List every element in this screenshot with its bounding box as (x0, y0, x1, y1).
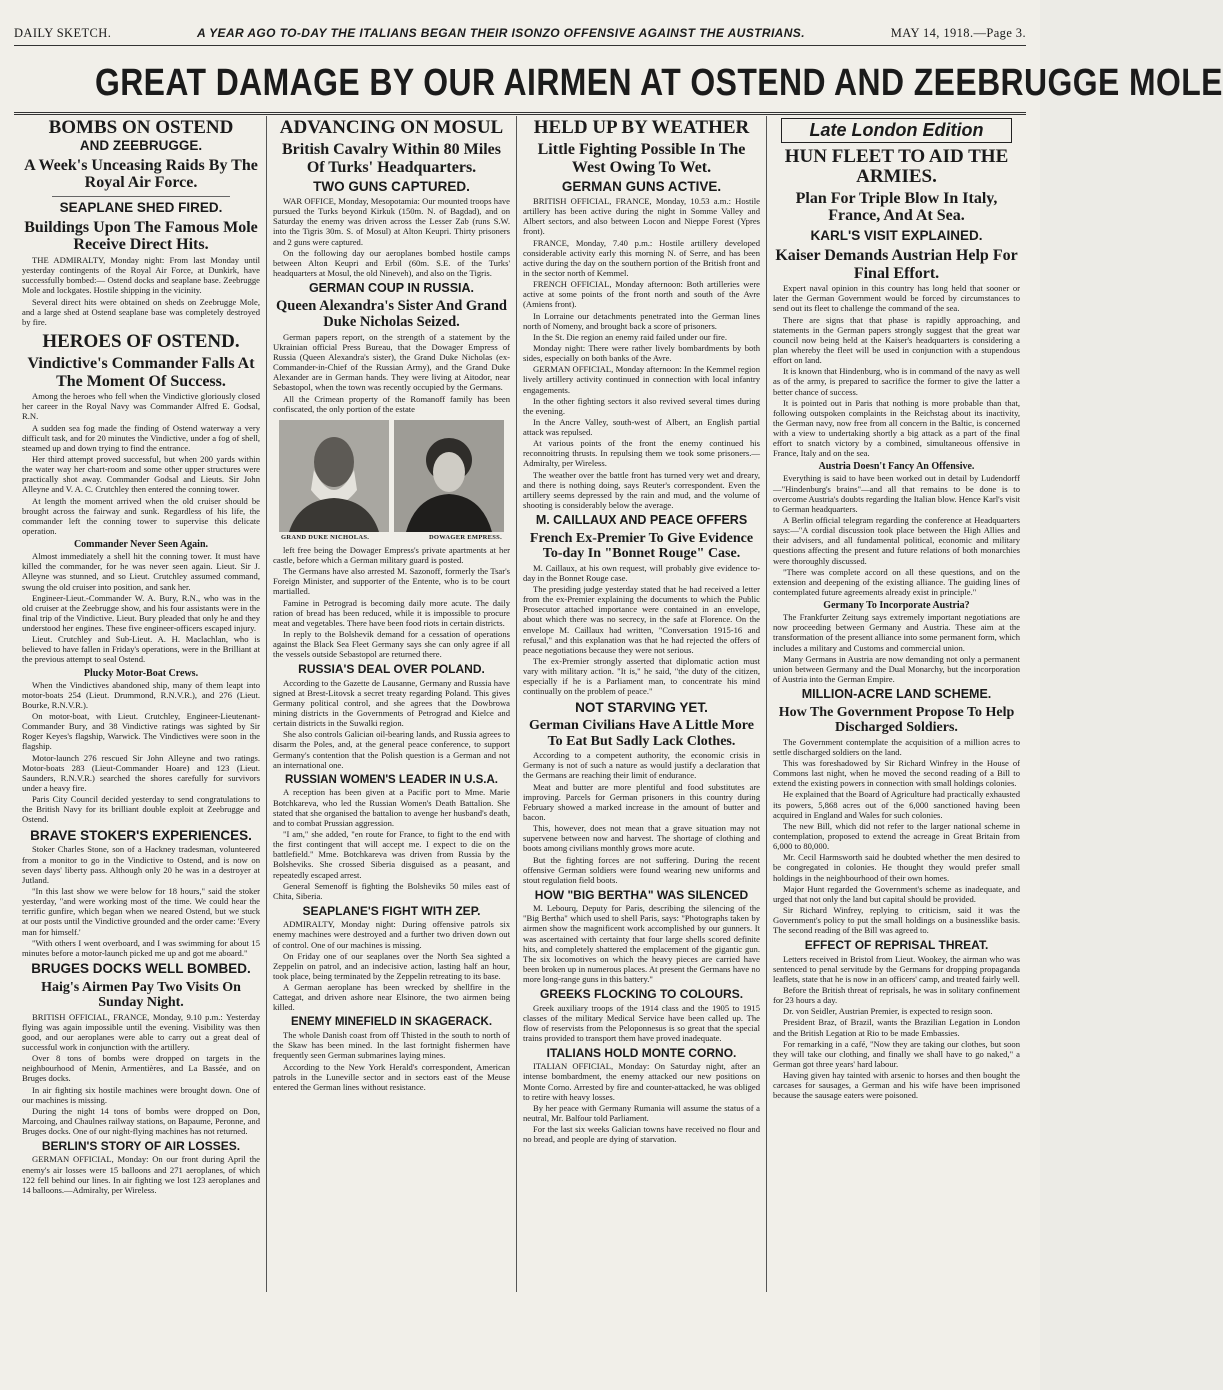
paragraph: The weather over the battle front has turned very wet and dreary, and there is nothing doing, says Reuter's correspondent. Even the artillery seems depressed by the rain and mud, and the volume of shooting is considerably below the average. (523, 469, 760, 511)
paragraph: When the Vindictives abandoned ship, many of them leapt into motor-boats 254 (Lieut. Drummond, R.N.V.R.), and 276 (Lieut. Bourke, R.N.V.R.). (22, 679, 260, 710)
article-deck: German Civilians Have A Little More To Eat But Sadly Lack Clothes. (529, 718, 754, 749)
subheading: Germany To Incorporate Austria? (823, 600, 970, 612)
paragraph: M. Lebourq, Deputy for Paris, describing the silencing of the "Big Bertha" which used to shell Paris, says: "Photographs taken by airmen show the magnificent work accomplished by our gunners. It was ascertained with certainty that four large shells scored definite hits, and completely shattered the emplacement of the gigantic gun. The six locomotives on which the heavy pieces are carried have been broken up in numerous places. At present the Germans have no more long-range guns in this battery." (523, 903, 760, 985)
paragraph: Almost immediately a shell hit the conning tower. It must have killed the commander, for he was never seen again. Lieut. Sir J. Alleyne was stunned, and so Lieut. Crutchley assumed command, swung the old cruiser into position, and sank her. (22, 551, 260, 592)
caption-grand-duke: GRAND DUKE NICHOLAS. (281, 533, 370, 541)
article-deck: Buildings Upon The Famous Mole Receive Direct Hits. (24, 218, 258, 254)
paragraph: On motor-boat, with Lieut. Crutchley, Engineer-Lieutenant-Commander Bury, and 38 Vindictive ratings was sighted by Sir Roger Keyes's flagship, Warwick. The Vindictives were soon in the flagship. (22, 711, 260, 752)
article-deck: Plan For Triple Blow In Italy, France, And At Sea. (795, 189, 998, 225)
article-headline: SEAPLANE SHED FIRED. (59, 199, 223, 215)
paragraph: "I am," she added, "en route for France, to fight to the end with the first contingent that will accept me. I expect to die on the battlefield." Mme. Botchkareva was driven from Russia by the Bolsheviks. She crossed Siberia disguised as a peasant, and repeatedly escaped arrest. (273, 829, 510, 880)
paragraph: All the Crimean property of the Romanoff family has been confiscated, the only portion of the estate (273, 393, 510, 414)
paragraph: There are signs that that phase is rapidly approaching, and statements in the German papers strongly suggest that the great war council now being held at the Kaiser's headquarters is considering a plan whereby the fleet will be used in conjunction with a stupendous effort on land. (773, 314, 1020, 366)
paragraph: By her peace with Germany Rumania will assume the status of a neutral, Mr. Balfour told Parliament. (523, 1102, 760, 1123)
paragraph: President Braz, of Brazil, wants the Brazilian Legation in London and the British Legation at Rio to be made Embassies. (773, 1017, 1020, 1038)
column-2 (266, 116, 516, 1292)
paragraph: According to a competent authority, the economic crisis in Germany is not of such a nature as would justify a declaration that the Germans are reaching their limit of endurance. (523, 750, 760, 781)
paragraph: The presiding judge yesterday stated that he had received a letter from the ex-Premier explaining the documents to which the Public Prosecutor attached importance were contained in an envelope, about which there was no secrecy, in the safe at Florence. On the envelope M. Caillaux had written, "Conversation 1915-16 and refusal," and this explanation was that he had rejected the offers of peace negotiations because they were not serious. (523, 584, 760, 655)
paragraph: For the last six weeks Galician towns have received no flour and no bread, and people are dying of starvation. (523, 1124, 760, 1145)
paragraph: This was foreshadowed by Sir Richard Winfrey in the House of Commons last night, when he moved the second reading of a Bill to extend the existing powers in connection with small holdings colonies. (773, 757, 1020, 789)
paragraph: Having given hay tainted with arsenic to horses and then bought the carcases for sausages, a German and his wife have been imprisoned because the sausage eaters were poisoned. (773, 1070, 1020, 1101)
columns (16, 116, 1026, 1292)
article-deck: Vindictive's Commander Falls At The Moment Of Success. (27, 354, 255, 390)
paragraph: FRANCE, Monday, 7.40 p.m.: Hostile artillery developed considerable activity early this morning N. of Serre, and has been active during the day on the southern portion of the British front and in the sector north of Kemmel. (523, 237, 760, 278)
paragraph: This, however, does not mean that a grave situation may not supervene between now and harvest. The shortage of clothing and boots among civilians monthly grows more acute. (523, 823, 760, 854)
photo-captions (281, 534, 502, 541)
paragraph: A German aeroplane has been wrecked by shellfire in the Cattegat, and driven ashore near Elsinore, the two airmen being killed. (273, 982, 510, 1013)
paragraph: It is known that Hindenburg, who is in command of the navy as well as of the army, is prepared to sacrifice the former to give the latter a better chance of success. (773, 366, 1020, 397)
column-3 (516, 116, 766, 1292)
paragraph: On Friday one of our seaplanes over the North Sea sighted a Zeppelin on patrol, and an indecisive action, lasting half an hour, took place, being terminated by the Zeppelin retreating to its base. (273, 950, 510, 981)
article-headline: MILLION-ACRE LAND SCHEME. (801, 687, 992, 702)
paragraph: THE ADMIRALTY, Monday night: From last Monday until yesterday contingents of the Royal Air Force, at Dunkirk, have successfully bombed:— Ostend docks and seaplane base. Zeebrugge Mole and lockgates. Hostile shipping in the vicinity. (22, 255, 260, 296)
paragraph: "With others I went overboard, and I was swimming for about 15 minutes before a motor-launch picked me up and got me aboard." (22, 937, 260, 958)
paragraph: Many Germans in Austria are now demanding not only a permanent union between Germany and the Dual Monarchy, but the incorporation of Austria into the German Empire. (773, 653, 1020, 685)
paragraph: In air fighting six hostile machines were brought down. One of our machines is missing. (22, 1084, 260, 1105)
paragraph: In reply to the Bolshevik demand for a cessation of operations against the Black Sea Fleet Germany says she can only agree if all the vessels outside Sebastopol are returned there. (273, 628, 510, 660)
article-headline: ITALIANS HOLD MONTE CORNO. (546, 1046, 737, 1061)
portrait-grand-duke (279, 420, 389, 532)
paragraph: GERMAN OFFICIAL, Monday afternoon: In the Kemmel region lively artillery activity continued in connection with local infantry engagements. (523, 364, 760, 395)
paragraph: WAR OFFICE, Monday, Mesopotamia: Our mounted troops have pursued the Turks beyond Kirkuk (150m. N. of Bagdad), and on Saturday the enemy was driven across the Lesser Zab (runs S.W. into the Tigris 30m. S. of Mosul) at Alton Keupri. Thirty prisoners and 2 guns were captured. (273, 195, 510, 247)
photo-row (279, 420, 504, 532)
paragraph: He explained that the Board of Agriculture had practically exhausted its powers, 5,868 acres out of the 6,000 sanctioned having been acquired in England and Wales for such colonies. (773, 789, 1020, 820)
paragraph: The Frankfurter Zeitung says extremely important negotiations are now proceeding between Germany and Austria. These aim at the transformation of the present alliance into some permanent form, which includes a military and Customs and commercial union. (773, 612, 1020, 653)
article-deck: Kaiser Demands Austrian Help For Final Effort. (775, 246, 1018, 282)
paragraph: ITALIAN OFFICIAL, Monday: On Saturday night, after an intense bombardment, the enemy attacked our new positions on Monte Corno. Arrested by fire and counter-attacked, he was obliged to retire with heavy losses. (523, 1061, 760, 1102)
article-deck: Haig's Airmen Pay Two Visits On Sunday Night. (41, 979, 241, 1011)
paragraph: Motor-launch 276 rescued Sir John Alleyne and two ratings. Motor-boats 283 (Lieut-Commander Hoare) and 123 (Lieut. Saunders, R.N.V.R.) searched the shores carefully for survivors under a heavy fire. (22, 752, 260, 794)
article-headline: HUN FLEET TO AID THE ARMIES. (784, 146, 1009, 187)
paragraph: Among the heroes who fell when the Vindictive gloriously closed her career in the Royal Navy was Commander Alfred E. Godsal, R.N. (22, 391, 260, 422)
article-headline: ADVANCING ON MOSUL (279, 117, 504, 138)
article-headline: BERLIN'S STORY OF AIR LOSSES. (41, 1139, 241, 1154)
article-headline: BRAVE STOKER'S EXPERIENCES. (30, 827, 252, 843)
article-headline: EFFECT OF REPRISAL THREAT. (804, 938, 989, 953)
paragraph: Lieut. Crutchley and Sub-Lieut. A. H. Maclachlan, who is believed to have fallen in Friday's operations, were in the Brilliant at the previous attempt to seal Ostend. (22, 634, 260, 665)
paragraph: Expert naval opinion in this country has long held that sooner or later the German Government would be forced by circumstances to send out its fleet to challenge the command of the sea. (773, 283, 1020, 314)
masthead-note: A YEAR AGO TO-DAY THE ITALIANS BEGAN THEIR ISONZO OFFENSIVE AGAINST THE AUSTRIANS. (197, 26, 805, 40)
paragraph: In Lorraine our detachments penetrated into the German lines north of Nomeny, and brought back a score of prisoners. (523, 310, 760, 331)
article-headline: RUSSIA'S DEAL OVER POLAND. (298, 662, 485, 677)
paragraph: At length the moment arrived when the old cruiser should be brought across the fairway and sunk. Regardless of his life, the commander left the conning tower to supervise this delicate operation. (22, 495, 260, 536)
paragraph: A reception has been given at a Pacific port to Mme. Marie Botchkareva, who led the Russian Women's Death Battalion. She stated that she organised the battalion to avenge her husband's death, and to combat Prussian aggression. (273, 787, 510, 828)
portrait-dowager-empress (394, 420, 504, 532)
paragraph: "There was complete accord on all these questions, and on the extension and deepening of the existing alliance. The guiding lines of contemplated future agreements already exist in principle." (773, 566, 1020, 598)
article-headline: M. CAILLAUX AND PEACE OFFERS (535, 513, 748, 528)
main-headline: GREAT DAMAGE BY OUR AIRMEN AT OSTEND AND ZEEBRUGGE MOLE (94, 62, 1223, 104)
article-headline: HEROES OF OSTEND. (42, 330, 240, 352)
paragraph: For remarking in a café, "Now they are taking our clothes, but soon they will take our clothing, and finally we shall have to go naked," a German got three years' hard labour. (773, 1038, 1020, 1069)
paragraph: Meat and butter are more plentiful and food substitutes are improving. Parcels for German prisoners in this country during February showed a marked increase in the amount of butter and bacon. (523, 781, 760, 823)
paragraph: Stoker Charles Stone, son of a Hackney tradesman, volunteered from a monitor to go in the Vindictive to Ostend, and is now on seven days' liberty pass. Although only 20 he was in a destroyer at Jutland. (22, 844, 260, 885)
article-headline: GERMAN COUP IN RUSSIA. (308, 281, 475, 296)
paragraph: On the following day our aeroplanes bombed hostile camps between Alton Keupri and Erbil (60m. S.E. of the Turks' headquarters at Mosul, the old Nineveh), and also on the Tigris. (273, 247, 510, 278)
paragraph: Engineer-Lieut.-Commander W. A. Bury, R.N., who was in the old cruiser at the Zeebrugge show, and his four assistants were in the final trip of the Vindictive. Lieut. Bury pleaded that only he and they understood her engines. These five engineer-officers escaped injury. (22, 592, 260, 634)
paragraph: The ex-Premier strongly asserted that diplomatic action must vary with military action. "It is," he said, "the duty of the citizen, especially if he is a Parliament man, to concentrate his mind continually on the problem of peace." (523, 655, 760, 697)
paragraph: In the other fighting sectors it also revived several times during the evening. (523, 395, 760, 416)
headline-rule (14, 112, 1026, 115)
paragraph: A Berlin official telegram regarding the conference at Headquarters says:—"A cordial discussion took place between the High Allies and their advisers, and all fundamental political, economic and military questions affecting the present and future relations of both monarchies were thoroughly discussed. (773, 515, 1020, 566)
paragraph: Everything is said to have been worked out in detail by Ludendorff—"Hindenburg's brains"—and all that remains to be done is to overcome Austria's doubts regarding the Italian blow. Hence Karl's visit to German headquarters. (773, 473, 1020, 514)
article-headline: TWO GUNS CAPTURED. (313, 179, 470, 195)
paragraph: ADMIRALTY, Monday night: During offensive patrols six enemy machines were destroyed and a further two driven down out of control. One of our machines is missing. (273, 919, 510, 950)
paragraph: Major Hunt regarded the Government's scheme as inadequate, and urged that not only the land but capital should be provided. (773, 883, 1020, 904)
paragraph: Several direct hits were obtained on sheds on Zeebrugge Mole, and a large shed at Ostend seaplane base was completely destroyed by fire. (22, 296, 260, 327)
paragraph: General Semenoff is fighting the Bolsheviks 50 miles east of Chita, Siberia. (273, 880, 510, 901)
paragraph: BRITISH OFFICIAL, FRANCE, Monday, 9.10 p.m.: Yesterday flying was again impossible until the evening. Visibility was then good, and our aeroplanes were able to carry out a great deal of successful work in conjunction with the artillery. (22, 1011, 260, 1053)
paragraph: The Germans have also arrested M. Sazonoff, formerly the Tsar's Foreign Minister, and supporter of the Entente, who is to be court martialled. (273, 566, 510, 597)
article-headline: RUSSIAN WOMEN'S LEADER IN U.S.A. (285, 773, 498, 786)
paragraph: Her third attempt proved successful, but when 200 yards within the water way her chart-room and some other upper structures were practically shot away. Commander Godsal and Lieuts. Sir John Alleyne and V. A. C. Crutchley then entered the conning tower. (22, 453, 260, 495)
subheading: Commander Never Seen Again. (73, 539, 209, 551)
paragraph: At various points of the front the enemy continued his reconnoitring thrusts. In repulsing them we took some prisoners.—Admiralty, per Wireless. (523, 438, 760, 469)
paragraph: left free being the Dowager Empress's private apartments at her castle, before which a German military guard is posted. (273, 544, 510, 565)
paragraph: Before the British threat of reprisals, he was in solitary confinement for 23 hours a day. (773, 984, 1020, 1006)
article-deck: British Cavalry Within 80 Miles Of Turks' Headquarters. (282, 140, 501, 176)
paragraph: A sudden sea fog made the finding of Ostend waterway a very difficult task, and for 20 minutes the Vindictive, under a fog of shell, steamed up and down trying to find the entrance. (22, 422, 260, 453)
subheading: Plucky Motor-Boat Crews. (83, 667, 199, 679)
divider (52, 196, 230, 197)
paragraph: Sir Richard Winfrey, replying to criticism, said it was the Government's policy to put the small holdings on a businesslike basis. The second reading of the Bill was agreed to. (773, 904, 1020, 936)
column-1 (16, 116, 266, 1292)
article-headline: GREEKS FLOCKING TO COLOURS. (539, 987, 744, 1002)
paragraph: According to the Gazette de Lausanne, Germany and Russia have signed at Brest-Litovsk a secret treaty regarding Poland. This gives Germany political control, and she agrees that the Dowbrowa mining districts in the Governments of Petrograd and Kielce and certain districts in the Suwalki region. (273, 677, 510, 729)
paragraph: The new Bill, which did not refer to the larger national scheme in contemplation, proposed to extend the acreage in Great Britain from 6,000 to 80,000. (773, 820, 1020, 852)
paragraph: The whole Danish coast from off Thisted in the south to north of the Skaw has been mined. In the last fortnight fishermen have frequently seen German submarines laying mines. (273, 1030, 510, 1061)
article-deck: A Week's Unceasing Raids By The Royal Air Force. (24, 156, 258, 192)
paragraph: M. Caillaux, at his own request, will probably give evidence to-day in the Bonnet Rouge case. (523, 562, 760, 583)
article-headline: NOT STARVING YET. (575, 699, 708, 715)
article-headline: BRUGES DOCKS WELL BOMBED. (31, 960, 251, 976)
article-deck: Queen Alexandra's Sister And Grand Duke Nicholas Seized. (276, 297, 507, 330)
article-headline: AND ZEEBRUGGE. (79, 137, 203, 153)
paragraph: GERMAN OFFICIAL, Monday: On our front during April the enemy's air losses were 15 balloons and 271 aeroplanes, of which 122 fell behind our lines. In air fighting we lost 123 aeroplanes and 14 balloons.—Admiralty, per Wireless. (22, 1154, 260, 1195)
paragraph: In the St. Die region an enemy raid failed under our fire. (533, 331, 728, 342)
masthead-rule (14, 45, 1026, 46)
edition-banner: Late London Edition (781, 118, 1012, 143)
paragraph: But the fighting forces are not suffering. During the recent offensive German soldiers were found wearing new uniforms and stout regulation field boots. (523, 854, 760, 885)
paragraph: According to the New York Herald's correspondent, American patrols in the Luneville sector and in sectors east of the Meuse entered the German lines without resistance. (273, 1061, 510, 1092)
article-headline: HELD UP BY WEATHER (533, 117, 750, 138)
article-headline: BOMBS ON OSTEND (48, 117, 234, 138)
column-4 (766, 116, 1026, 1292)
article-headline: HOW "BIG BERTHA" WAS SILENCED (534, 888, 749, 902)
paragraph: Monday night: There were rather lively bombardments by both sides, especially on both banks of the Avre. (523, 342, 760, 364)
paragraph: In the Ancre Valley, south-west of Albert, an English partial attack was repulsed. (523, 416, 760, 438)
subheading: Austria Doesn't Fancy An Offensive. (818, 461, 975, 473)
paragraph: Paris City Council decided yesterday to send congratulations to the British Navy for its brilliant double exploit at Zeebrugge and Ostend. (22, 794, 260, 825)
paper-name: DAILY SKETCH. (14, 25, 112, 40)
date-page: MAY 14, 1918.—Page 3. (890, 25, 1026, 40)
paragraph: BRITISH OFFICIAL, FRANCE, Monday, 10.53 a.m.: Hostile artillery has been active during the night in Somme Valley and Albert sectors, and also between Locon and Nieppe Forest (Ypres front). (523, 195, 760, 237)
masthead (14, 22, 1026, 44)
article-deck: French Ex-Premier To Give Evidence To-day In "Bonnet Rouge" Case. (529, 530, 754, 562)
article-deck: Little Fighting Possible In The West Owing To Wet. (537, 140, 746, 176)
paragraph: Over 8 tons of bombs were dropped on targets in the neighbourhood of Menin, Armentières, and La Bassée, and on Bruges docks. (22, 1053, 260, 1084)
paragraph: She also controls Galician oil-bearing lands, and Russia agrees to disarm the Poles, and, at the general peace conference, to support Germany's contention that the Polish question is a German and not an international one. (273, 729, 510, 770)
paragraph: Famine in Petrograd is becoming daily more acute. The daily ration of bread has been reduced, while it is impossible to procure meat and vegetables. There have been food riots in certain districts. (273, 597, 510, 628)
paragraph: It is pointed out in Paris that nothing is more probable than that, following outspoken complaints in the Reichstag about its inactivity, the German navy, now free from all concern in the Baltic, is concerned with a view to undertaking shortly a big attack as a part of the final effort to snatch victory by a combined, simultaneous offensive in France, Italy and on the sea. (773, 397, 1020, 459)
paragraph: FRENCH OFFICIAL, Monday afternoon: Both artilleries were active at some points of the front north and south of the Avre (Amiens front). (523, 279, 760, 310)
paragraph: The Government contemplate the acquisition of a million acres to settle discharged soldiers on the land. (773, 736, 1020, 757)
article-headline: SEAPLANE'S FIGHT WITH ZEP. (302, 904, 481, 919)
paragraph: Greek auxiliary troops of the 1914 class and the 1905 to 1915 classes of the military Medical Service have been called up. The flow of reservists from the Peloponnesus is so great that the special trains provided to transport them have proved inadequate. (523, 1002, 760, 1043)
article-deck: How The Government Propose To Help Discharged Soldiers. (778, 704, 1015, 736)
paragraph: Letters received in Bristol from Lieut. Wookey, the airman who was sentenced to penal servitude by the Germans for dropping propaganda leaflets, state that he is now in an officers' camp, and treated fairly well. (773, 953, 1020, 984)
article-headline: KARL'S VISIT EXPLAINED. (810, 228, 983, 244)
paragraph: "In this last show we were below for 18 hours," said the stoker yesterday, "and were working most of the time. We could hear the terrific gunfire, which began when we neared Ostend, but we stuck at our posts until the Vindictive grounded and the order came: 'Every man for himself.' (22, 886, 260, 937)
article-headline: GERMAN GUNS ACTIVE. (561, 179, 722, 195)
paragraph: German papers report, on the strength of a statement by the Ukrainian official Press Bureau, that the Dowager Empress of Russia (Queen Alexandra's sister), the Grand Duke Nicholas (ex-Commander-in-Chief of the Russian Army), and the Grand Duke Alexander are in German hands. They were living at Aitodor, near Sebastopol, when the town was recently occupied by the Germans. (273, 331, 510, 393)
caption-dowager-empress: DOWAGER EMPRESS. (428, 533, 502, 541)
article-headline: ENEMY MINEFIELD IN SKAGERACK. (290, 1016, 493, 1029)
paragraph: Mr. Cecil Harmsworth said he doubted whether the men desired to be congregated in colonies. He thought they would prefer small holdings in the neighbourhood of their own homes. (773, 852, 1020, 883)
paragraph: Dr. von Seidler, Austrian Premier, is expected to resign soon. (783, 1006, 993, 1017)
paragraph: During the night 14 tons of bombs were dropped on Don, Marcoing, and Chaulnes railway stations, on Bapaume, Peronne, and Bruges docks. One of our night-flying machines has not returned. (22, 1105, 260, 1137)
